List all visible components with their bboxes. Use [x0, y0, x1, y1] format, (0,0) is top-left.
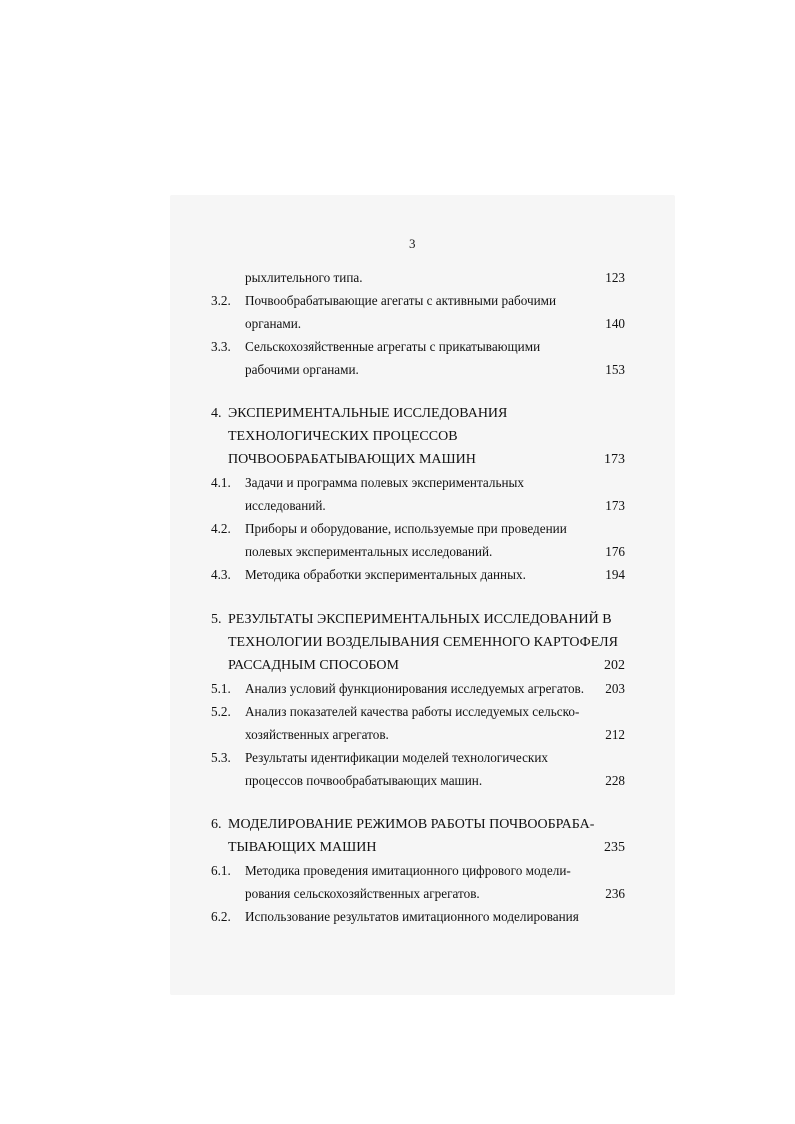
toc-title: Результаты идентификации моделей технологических: [245, 750, 548, 765]
toc-page: 236: [605, 886, 625, 901]
toc-line: [0, 404, 795, 424]
toc-title: Методика проведения имитационного цифрового модели-: [245, 863, 571, 878]
toc-title: Сельскохозяйственные агрегаты с прикатывающими: [245, 339, 541, 354]
toc-title: ТЫВАЮЩИХ МАШИН: [228, 840, 377, 855]
toc-line: [0, 861, 795, 881]
toc-line: [0, 838, 795, 858]
toc-number: 6.: [211, 817, 222, 832]
toc-line: [0, 771, 795, 791]
toc-line: [0, 565, 795, 585]
toc-title: ТЕХНОЛОГИИ ВОЗДЕЛЫВАНИЯ СЕМЕННОГО КАРТОФЕЛЯ: [228, 635, 618, 650]
toc-title: ТЕХНОЛОГИЧЕСКИХ ПРОЦЕССОВ: [228, 429, 458, 444]
toc-page: 212: [605, 727, 625, 742]
toc-title: МОДЕЛИРОВАНИЕ РЕЖИМОВ РАБОТЫ ПОЧВООБРАБА-: [228, 817, 595, 832]
toc-title: хозяйственных агрегатов.: [245, 727, 389, 742]
toc-title: РАССАДНЫМ СПОСОБОМ: [228, 658, 399, 673]
toc-line: [0, 450, 795, 470]
toc-title: Задачи и программа полевых экспериментальных: [245, 475, 524, 490]
toc-line: [0, 815, 795, 835]
toc-line: [0, 702, 795, 722]
toc-page: 202: [604, 658, 625, 673]
toc-line: [0, 337, 795, 357]
toc-line: [0, 496, 795, 516]
toc-number: 5.3.: [211, 750, 231, 765]
toc-page: 123: [605, 270, 625, 285]
toc-title: процессов почвообрабатывающих машин.: [245, 773, 483, 788]
toc-number: 6.1.: [211, 863, 231, 878]
toc-number: 3.2.: [211, 293, 231, 308]
toc-title: ПОЧВООБРАБАТЫВАЮЩИХ МАШИН: [228, 452, 476, 467]
toc-line: [0, 725, 795, 745]
toc-line: [0, 679, 795, 699]
toc-title: рования сельскохозяйственных агрегатов.: [245, 886, 480, 901]
toc-title: Почвообрабатывающие агегаты с активными рабочими: [245, 293, 557, 308]
toc-line: [0, 884, 795, 904]
toc-number: 4.1.: [211, 475, 231, 490]
toc-title: Анализ условий функционирования исследуемых агрегатов.: [245, 681, 585, 696]
toc-title: Анализ показателей качества работы исследуемых сельско-: [245, 704, 580, 719]
toc-title: органами.: [245, 316, 302, 331]
toc-line: [0, 633, 795, 653]
toc-line: [0, 360, 795, 380]
toc-title: полевых экспериментальных исследований.: [245, 544, 493, 559]
toc-title: исследований.: [245, 498, 326, 513]
page-number: 3: [409, 236, 416, 251]
toc-line: [0, 268, 795, 288]
toc-number: 3.3.: [211, 339, 231, 354]
toc-page: 140: [605, 316, 625, 331]
toc-title: РЕЗУЛЬТАТЫ ЭКСПЕРИМЕНТАЛЬНЫХ ИССЛЕДОВАНИЙ В: [228, 612, 612, 627]
toc-line: [0, 427, 795, 447]
toc-line: [0, 610, 795, 630]
toc-number: 6.2.: [211, 909, 231, 924]
toc-line: [0, 519, 795, 539]
toc-title: Приборы и оборудование, используемые при проведении: [245, 521, 567, 536]
toc-title: рабочими органами.: [245, 362, 359, 377]
toc-line: [0, 748, 795, 768]
toc-line: [0, 291, 795, 311]
toc-line: [0, 542, 795, 562]
toc-page: 176: [605, 544, 625, 559]
toc-page: 173: [605, 498, 625, 513]
toc-number: 5.: [211, 612, 222, 627]
toc-page: 153: [605, 362, 625, 377]
toc-title: Методика обработки экспериментальных данных.: [245, 567, 526, 582]
toc-page: 203: [605, 681, 625, 696]
toc-line: [0, 314, 795, 334]
toc-title: Использование результатов имитационного моделирования: [245, 909, 579, 924]
toc-page: 228: [605, 773, 625, 788]
toc-number: 5.2.: [211, 704, 231, 719]
toc-number: 5.1.: [211, 681, 231, 696]
toc-line: [0, 473, 795, 493]
toc-number: 4.: [211, 406, 222, 421]
toc-title: ЭКСПЕРИМЕНТАЛЬНЫЕ ИССЛЕДОВАНИЯ: [228, 406, 508, 421]
toc-line: [0, 656, 795, 676]
toc-page: 194: [605, 567, 625, 582]
toc-title: рыхлительного типа.: [245, 270, 363, 285]
toc-number: 4.3.: [211, 567, 231, 582]
toc-page: 173: [604, 452, 625, 467]
toc-line: [0, 907, 795, 927]
toc-page: 235: [604, 840, 625, 855]
toc-number: 4.2.: [211, 521, 231, 536]
